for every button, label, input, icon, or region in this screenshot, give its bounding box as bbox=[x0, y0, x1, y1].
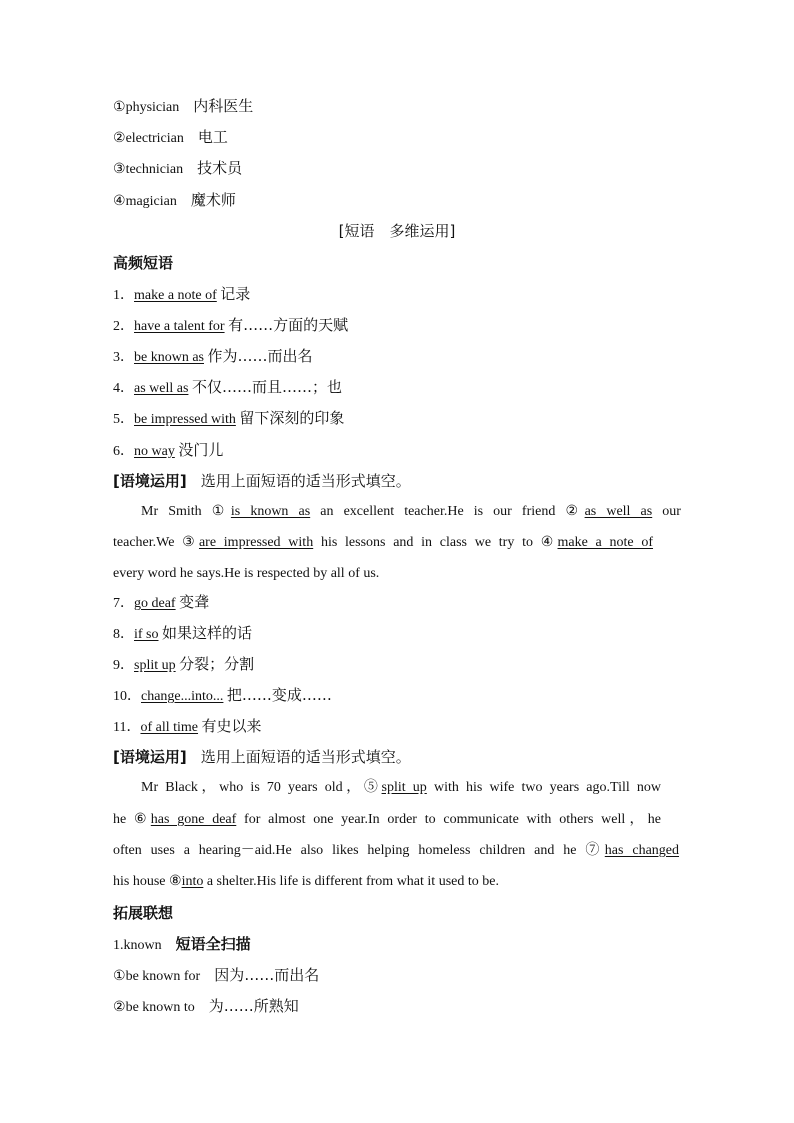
phrase-item: 2．have a talent for 有……方面的天赋 bbox=[113, 316, 349, 334]
section-title: [短语 多维运用] bbox=[338, 222, 456, 240]
context-instruction: [语境运用] 选用上面短语的适当形式填空。 bbox=[113, 748, 411, 766]
phrase-item: 7．go deaf 变聋 bbox=[113, 593, 210, 611]
vocab-item: ③technician 技术员 bbox=[113, 159, 243, 177]
answer-blank: has changed bbox=[604, 843, 679, 858]
answer-blank: make a note of bbox=[557, 535, 654, 550]
answer-blank: as well as bbox=[584, 504, 653, 519]
phrase-item: 1．make a note of 记录 bbox=[113, 285, 251, 303]
exercise-line: he ⑥has gone deaf for almost one year.In order to communicate with others well，he bbox=[113, 812, 661, 827]
phrase-item: 6．no way 没门儿 bbox=[113, 441, 224, 459]
known-item: ①be known for 因为……而出名 bbox=[113, 966, 320, 984]
phrase-item: 9．split up 分裂；分割 bbox=[113, 655, 255, 673]
phrase-item: 11．of all time 有史以来 bbox=[113, 717, 262, 735]
answer-blank: into bbox=[181, 874, 204, 889]
exercise-line: often uses a hearing－aid.He also likes helping homeless children and he ⑦has changed bbox=[113, 843, 679, 858]
exercise-line: Mr Smith ①is known as an excellent teacher.He is our friend ②as well as our bbox=[141, 504, 681, 519]
phrase-item: 3．be known as 作为……而出名 bbox=[113, 347, 313, 365]
phrase-item: 8．if so 如果这样的话 bbox=[113, 624, 253, 642]
known-heading: 1.known 短语全扫描 bbox=[113, 935, 251, 953]
exercise-line: teacher.We ③are impressed with his lessons and in class we try to ④make a note of bbox=[113, 535, 654, 550]
exercise-line: Mr Black，who is 70 years old，⑤split up with his wife two years ago.Till now bbox=[141, 780, 661, 795]
answer-blank: split up bbox=[381, 780, 427, 795]
expand-heading: 拓展联想 bbox=[113, 904, 174, 922]
phrase-item: 10．change...into... 把……变成…… bbox=[113, 686, 332, 704]
phrase-item: 4．as well as 不仅……而且……；也 bbox=[113, 378, 342, 396]
context-instruction: [语境运用] 选用上面短语的适当形式填空。 bbox=[113, 472, 411, 490]
phrase-item: 5．be impressed with 留下深刻的印象 bbox=[113, 409, 345, 427]
vocab-item: ②electrician 电工 bbox=[113, 128, 228, 146]
vocab-item: ①physician 内科医生 bbox=[113, 97, 254, 115]
exercise-line: his house ⑧into a shelter.His life is different from what it used to be. bbox=[113, 874, 499, 889]
vocab-item: ④magician 魔术师 bbox=[113, 191, 236, 209]
answer-blank: is known as bbox=[230, 504, 311, 519]
high-freq-heading: 高频短语 bbox=[113, 254, 174, 272]
answer-blank: are impressed with bbox=[198, 535, 314, 550]
answer-blank: has gone deaf bbox=[150, 812, 237, 827]
known-item: ②be known to 为……所熟知 bbox=[113, 997, 299, 1015]
exercise-line: every word he says.He is respected by all of us. bbox=[113, 566, 380, 581]
